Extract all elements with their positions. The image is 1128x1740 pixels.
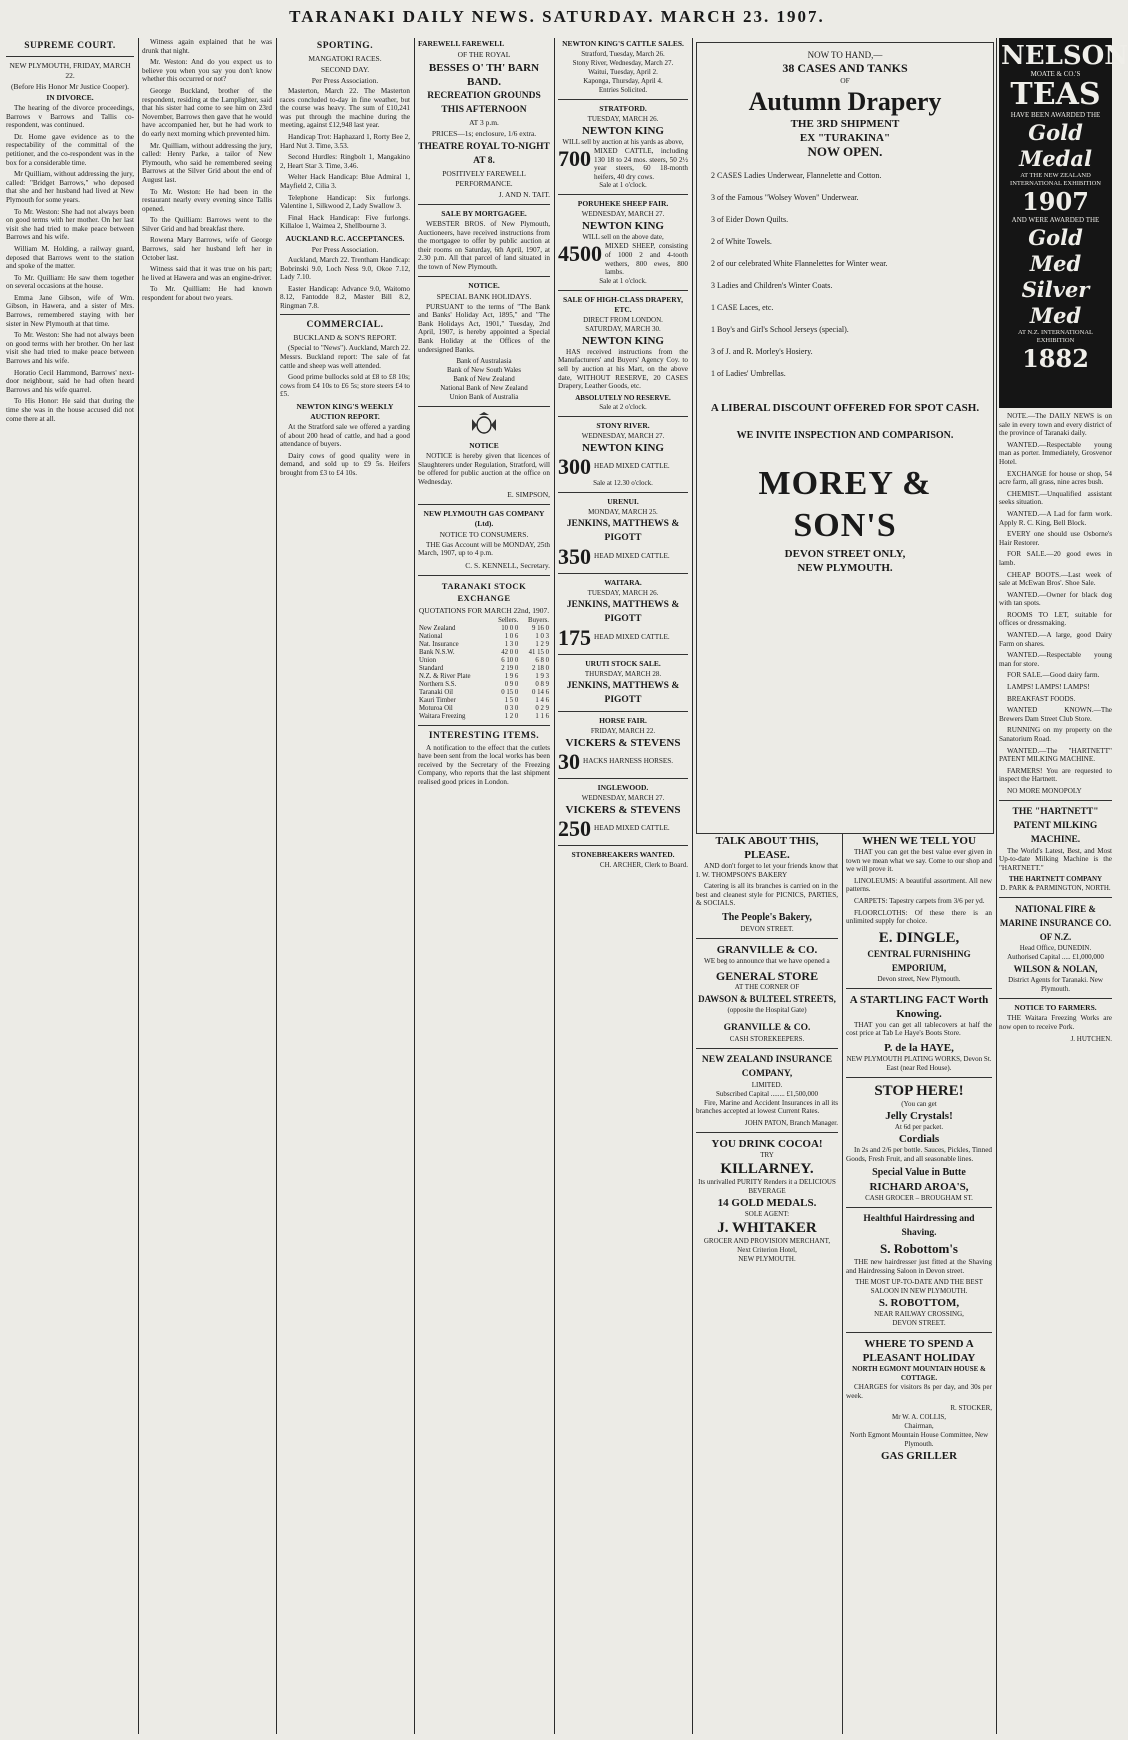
theatre-heading: THEATRE ROYAL TO-NIGHT AT 8. [418, 142, 550, 166]
notice-text: NOTICE is hereby given that licences of Slaughterers under Regulation, Stratford, will be offered for public auction at the office on Wednesday. [418, 452, 550, 486]
table-row: Kauri Timber 1 5 0 1 4 6 [419, 696, 549, 704]
sporting-byline: Per Press Association. [311, 244, 379, 254]
list-item: 3 of the Famous "Wolsey Woven" Underwear. [711, 193, 859, 202]
classified: FOR SALE.—20 good ewes in lamb. [999, 550, 1112, 567]
court-para: William M. Holding, a railway guard, deposed that Barrows went to the station and spoke of the matter. [6, 244, 134, 271]
sporting-para: Welter Hack Handicap: Blue Admiral 1, Mayfield 2, Cilia 3. [280, 173, 410, 190]
whitaker-name: J. WHITAKER [717, 1219, 817, 1236]
sale-count: 4500 [558, 241, 602, 267]
cattle-sales-heading: NEWTON KING'S CATTLE SALES. [562, 39, 684, 48]
court-para: To His Honor: He said that during the time she was in the house accused did not come there at all. [6, 397, 134, 423]
court-para: To Mr. Weston: She had not always been on good terms with her mother. On her last visit she had tried to make peace between Barrows and his wife. [6, 207, 134, 242]
nzi-heading: NEW ZEALAND INSURANCE COMPANY, [701, 1054, 833, 1079]
court-dateline: NEW PLYMOUTH, FRIDAY, MARCH 22. [9, 61, 131, 80]
bank-heading: NOTICE. [468, 280, 500, 290]
table-row: Waitara Freezing 1 2 0 1 1 6 [419, 712, 549, 720]
band-name: BESSES O' TH' BARN BAND. [428, 62, 540, 88]
sporting-para: Final Hack Handicap: Five furlongs. Killaloe 1, Waimea 2, Shellbourne 3. [280, 213, 410, 231]
list-item: 3 of Eider Down Quilts. [711, 215, 789, 224]
court-judge: (Before His Honor Mr Justice Cooper). [11, 82, 129, 91]
column-classifieds: NELSON MOATE & CO.'S TEAS HAVE BEEN AWARDED THE Gold Medal AT THE NEW ZEALAND INTERNATIONAL EXHIBITION 1907 AND WERE AWARDED THE Gold Med Silver Med AT N.Z. INTERNATIONAL EXHIBITION 1882 NOTE.—The DAILY NEWS is on sale in every town and every district of the province of Taranaki daily. WANTED.—Respectable young man as porter. Immediately, Grosvenor Hotel. EXCHANGE for house or shop, 54 acre farm, all grass, nine acres bush. CHEMIST.—Unqualified assistant seeks situation. WANTED.—A Lad for farm work. Apply R. C. King, Bell Block. EVERY one should use Osborne's Hair Restorer. FOR SALE.—20 good ewes in lamb. CHEAP BOOTS.—Last week of sale at McEwan Bros'. Shoe Sale. WANTED.—Owner for black dog with tan spots. ROOMS TO LET, suitable for offices or dressmaking. WANTED.—A large, good Dairy Farm on shares. WANTED.—Respectable young man for store. FOR SALE.—Good dairy farm. LAMPS! LAMPS! LAMPS! BREAKFAST FOODS. WANTED KNOWN.—The Brewers Dam Street Club Store. RUNNING on my property on the Sanatorium Road. WANTED.—The "HARTNETT" PATENT MILKING MACHINE. FARMERS! You are requested to inspect the Hartnett. NO MORE MONOPOLY THE "HARTNETT" PATENT MILKING MACHINE. The World's Latest, Best, and Most Up-to-date Milking Machine is the "HARTNETT." THE HARTNETT COMPANY D. PARK & PARMINGTON, NORTH. NATIONAL FIRE & MARINE INSURANCE CO. OF N.Z. Head Office, DUNEDIN. Authorised Capital ..... £1,000,000 WILSON & NOLAN, District Agents for Taranaki. New Plymouth. NOTICE TO FARMERS. THE Waitara Freezing Works are now open to receive Pork. J. HUTCHEN. [999, 38, 1112, 1734]
sale-count: 350 [558, 543, 591, 569]
classified: EVERY one should use Osborne's Hair Restorer. [999, 530, 1112, 547]
court2-para: Mr. Weston: And do you expect us to believe you when you say you don't know whether this occurred or not? [142, 58, 272, 84]
exchange-col-header: Buyers. [528, 616, 549, 624]
table-row: Standard 2 19 0 2 18 0 [419, 664, 549, 672]
classified: WANTED.—Respectable young man as porter. Immediately, Grosvenor Hotel. [999, 440, 1112, 466]
classified: CHEMIST.—Unqualified assistant seeks situation. [999, 489, 1112, 507]
column-drapery-ads: NOW TO HAND,— 38 CASES AND TANKS OF Autumn Drapery THE 3RD SHIPMENT EX "TURAKINA" NOW OPEN. 2 CASES Ladies Underwear, Flannelette and Cotton. 3 of the Famous "Wolsey Woven" Underwear. 3 of Eider Down Quilts. 2 of White Towels. 2 of our celebrated White Flannelettes for Winter wear. 3 Ladies and Children's Winter Coats. 1 CASE Laces, etc. 1 Boy's and Girl's School Jerseys (special). 3 of J. and R. Morley's Hosiery. 1 of Ladies' Umbrellas. A LIBERAL DISCOUNT OFFERED FOR SPOT CASH. WE INVITE INSPECTION AND COMPARISON. MOREY & SON'S DEVON STREET ONLY, NEW PLYMOUTH. TALK ABOUT THIS, PLEASE. AND don't forget to let your friends know that I. W. THOMPSON'S BAKERY Catering is all its branches is carried on in the best and cleanest style for PICNICS, PARTIES, & SOCIALS. The People's Bakery, DEVON STREET. GRANVILLE & CO. WE beg to announce that we have opened a GENERAL STORE AT THE CORNER OF DAWSON & BULTEEL STREETS, (opposite the Hospital Gate) GRANVILLE & CO. CASH STOREKEEPERS. NEW ZEALAND INSURANCE COMPANY, LIMITED. Subscribed Capital ........ £1,500,000 Fire, Marine and Accident Insurances in all its branches accepted at lowest Current Rates. JOHN PATON, Branch Manager. YOU DRINK COCOA! TRY KILLARNEY. Its unrivalled PURITY Renders it a DELICIOUS BEVERAGE 14 GOLD MEDALS. SOLE AGENT: J. WHITAKER GROCER AND PROVISION MERCHANT, Next Criterion Hotel, NEW PLYMOUTH. WHEN WE TELL YOU THAT you can get the best value ever given in town we mean what we say. Come to our shop and we will prove it. LINOLEUMS: A beautiful assortment. All new patterns. CARPETS: Tapestry carpets from 3/6 per yd. FLOORCLOTHS: Of these there is an unlimited supply for choice. E. DINGLE, CENTRAL FURNISHING EMPORIUM, Devon street, New Plymouth. A STARTLING FACT Worth Knowing. THAT you can get all tablecovers at half the cost price at Tab Le Haye's Boots Store. P. de la HAYE, NEW PLYMOUTH PLATING WORKS, Devon St. East (near Red House). STOP HERE! (You can get Jelly Crystals! At 6d per packet. Cordials In 2s and 2/6 per bottle. Sauces, Pickles, Tinned Goods, Fresh Fruit, and all seasonable lines. Special Value in Butte RICHARD AROA'S, CASH GROCER – BROUGHAM ST. Healthful Hairdressing and Shaving. S. Robottom's THE new hairdresser just fitted at the Shaving and Hairdressing Saloon in Devon street. THE MOST UP-TO-DATE AND THE BEST SALOON IN NEW PLYMOUTH. S. ROBOTTOM, NEAR RAILWAY CROSSING, DEVON STREET. WHERE TO SPEND A PLEASANT HOLIDAY NORTH EGMONT MOUNTAIN HOUSE & COTTAGE. CHARGES for visitors 8s per day, and 30s per week. R. STOCKER, Mr W. A. COLLIS, Chairman, North Egmont Mountain House Committee, New Plymouth. GAS GRILLER [696, 38, 994, 1734]
column-furnishing: WHEN WE TELL YOU THAT you can get the best value ever given in town we mean what we say. Come to our shop and we will prove it. LINOLEUMS: A beautiful assortment. All new patterns. CARPETS: Tapestry carpets from 3/6 per yd. FLOORCLOTHS: Of these there is an unlimited supply for choice. E. DINGLE, CENTRAL FURNISHING EMPORIUM, Devon street, New Plymouth. A STARTLING FACT Worth Knowing. THAT you can get all tablecovers at half the cost price at Tab Le Haye's Boots Store. P. de la HAYE, NEW PLYMOUTH PLATING WORKS, Devon St. East (near Red House). STOP HERE! (You can get Jelly Crystals! At 6d per packet. Cordials In 2s and 2/6 per bottle. Sauces, Pickles, Tinned Goods, Fresh Fruit, and all seasonable lines. Special Value in Butte RICHARD AROA'S, CASH GROCER – BROUGHAM ST. Healthful Hairdressing and Shaving. S. Robottom's THE new hairdresser just fitted at the Shaving and Hairdressing Saloon in Devon street. THE MOST UP-TO-DATE AND THE BEST SALOON IN NEW PLYMOUTH. S. ROBOTTOM, NEAR RAILWAY CROSSING, DEVON STREET. WHERE TO SPEND A PLEASANT HOLIDAY NORTH EGMONT MOUNTAIN HOUSE & COTTAGE. CHARGES for visitors 8s per day, and 30s per week. R. STOCKER, Mr W. A. COLLIS, Chairman, North Egmont Mountain House Committee, New Plymouth. GAS GRILLER [846, 835, 992, 1462]
gas-sign: C. S. KENNELL, Secretary. [465, 560, 550, 570]
court-para: Dr. Home gave evidence as to the respectability of the committal of the petitioner, and the co-respondent was in the box for a considerable time. [6, 132, 134, 167]
commercial-para: At the Stratford sale we offered a yarding of about 200 head of cattle, and had a good attendance of buyers. [280, 423, 410, 449]
list-item: 3 of J. and R. Morley's Hosiery. [711, 347, 813, 356]
list-item: 1 Boy's and Girl's School Jerseys (special). [711, 325, 849, 334]
court2-para: Witness said that it was true on his part; he lived at Hawera and was an engine-driver. [142, 265, 272, 282]
sale-count: 300 [558, 453, 591, 479]
killarney-logo: KILLARNEY. [720, 1160, 814, 1177]
sale-count: 175 [558, 624, 591, 650]
sporting-para: Easter Handicap: Advance 9.0, Waitomo 8.12, Fantodde 8.2, Master Bill 8.2, Ringman 7.8. [280, 284, 410, 310]
commercial-sub: NEWTON KING'S WEEKLY AUCTION REPORT. [296, 402, 394, 422]
column-court [6, 38, 134, 1734]
bank-sub: SPECIAL BANK HOLIDAYS. [436, 291, 532, 301]
list-item: 3 Ladies and Children's Winter Coats. [711, 281, 833, 290]
auctioneer-name: VICKERS & STEVENS [565, 736, 681, 749]
classified: ROOMS TO LET, suitable for offices or dressmaking. [999, 610, 1112, 628]
gas-heading: NEW PLYMOUTH GAS COMPANY (Ltd). [423, 508, 545, 528]
exchange-sub: QUOTATIONS FOR MARCH 22nd, 1907. [418, 605, 550, 615]
classified: BREAKFAST FOODS. [1007, 694, 1076, 703]
commercial-para: Dairy cows of good quality were in demand, and sold up to £9 5s. Heifers brought from £3 to £4 10s. [280, 451, 410, 477]
gas-text: THE Gas Account will be MONDAY, 25th March, 1907, up to 4 p.m. [418, 540, 550, 558]
band-time: AT 3 p.m. [469, 118, 499, 127]
band-event: RECREATION GROUNDS THIS AFTERNOON [427, 91, 541, 115]
exchange-heading: TARANAKI STOCK EXCHANGE [441, 580, 527, 603]
interesting-heading: INTERESTING ITEMS. [428, 730, 540, 741]
auctioneer-name: VICKERS & STEVENS [565, 803, 681, 816]
column-stock-sales: NEWTON KING'S CATTLE SALES. Stratford, Tuesday, March 26. Stony River, Wednesday, March 27. Waitui, Tuesday, April 2. Kaponga, Thursday, April 4. Entries Solicited. STRATFORD. TUESDAY, MARCH 26. NEWTON KING WILL sell by auction at his yards as above, 700 MIXED CATTLE, including 130 18 to 24 mos. steers, 50 2½ year steers, 60 18-month heifers, 40 dry cows. Sale at 1 o'clock. PORUHEKE SHEEP FAIR. WEDNESDAY, MARCH 27. NEWTON KING WILL sell on the above date, 4500 MIXED SHEEP, consisting of 1000 2 and 4-tooth wethers, 800 ewes, 800 lambs. Sale at 1 o'clock. SALE OF HIGH-CLASS DRAPERY, ETC. DIRECT FROM LONDON. SATURDAY, MARCH 30. NEWTON KING HAS received instructions from the Manufacturers' and Buyers' Agency Coy. to sell by auction at his Mart, on the above date, WITHOUT RESERVE, 20 CASES Drapery, Leather Goods, etc. ABSOLUTELY NO RESERVE. Sale at 2 o'clock. STONY RIVER. WEDNESDAY, MARCH 27. NEWTON KING 300 HEAD MIXED CATTLE. Sale at 12.30 o'clock. URENUI. MONDAY, MARCH 25. JENKINS, MATTHEWS & PIGOTT 350 HEAD MIXED CATTLE. WAITARA. TUESDAY, MARCH 26. JENKINS, MATTHEWS & PIGOTT 175 HEAD MIXED CATTLE. URUTI STOCK SALE. THURSDAY, MARCH 28. JENKINS, MATTHEWS & PIGOTT HORSE FAIR. FRIDAY, MARCH 22. VICKERS & STEVENS 30 HACKS HARNESS HORSES. INGLEWOOD. WEDNESDAY, MARCH 27. VICKERS & STEVENS 250 HEAD MIXED CATTLE. STONEBREAKERS WANTED. CH. ARCHER, Clerk to Board. [558, 39, 688, 869]
cocoa-heading: YOU DRINK COCOA! [711, 1137, 823, 1150]
bank-item: Union Bank of Australia [449, 393, 519, 402]
sporting-sub: SECOND DAY. [320, 65, 370, 74]
sale-count: 700 [558, 146, 591, 171]
court-para: To Mr. Quilliam: He saw them together on several occasions at the house. [6, 273, 134, 291]
startling-heading: A STARTLING FACT Worth Knowing. [849, 993, 989, 1020]
auctioneer-name: NEWTON KING [581, 220, 664, 233]
auctioneer-name: NEWTON KING [581, 441, 664, 454]
bank-item: Bank of New South Wales [447, 366, 521, 375]
classified: WANTED.—Owner for black dog with tan spots. [999, 590, 1112, 608]
interesting-text: A notification to the effect that the cutlets have been sent from the local works has been received by the Secretary of the Freezing Company, who reports that the last shipment realised good prices in London. [418, 743, 550, 787]
classified: WANTED.—Respectable young man for store. [999, 651, 1112, 668]
royal-crest-icon [467, 411, 501, 437]
court-para: Horatio Cecil Hammond, Barrows' next-door neighbour, said he had often heard Barrows and his wife quarrel. [6, 368, 134, 394]
masthead [0, 0, 1114, 34]
auctioneer-name: JENKINS, MATTHEWS & PIGOTT [566, 599, 680, 624]
mortgagee-heading: SALE BY MORTGAGEE. [441, 209, 527, 218]
dingle-name: E. DINGLE, [878, 929, 960, 946]
talk-heading: TALK ABOUT THIS, PLEASE. [715, 835, 819, 861]
list-item: 1 of Ladies' Umbrellas. [711, 369, 786, 378]
table-row: Union 6 10 0 6 8 0 [419, 656, 549, 664]
auctioneer-name: NEWTON KING [581, 334, 664, 347]
nelson-teas-ad: NELSON MOATE & CO.'S TEAS HAVE BEEN AWARDED THE Gold Medal AT THE NEW ZEALAND INTERNATIONAL EXHIBITION 1907 AND WERE AWARDED THE Gold Med Silver Med AT N.Z. INTERNATIONAL EXHIBITION 1882 [999, 38, 1112, 408]
court2-para: To the Quilliam: Barrows went to the Silver Grid and had breakfast there. [142, 216, 272, 233]
autumn-drapery-title: Autumn Drapery [748, 87, 942, 116]
sporting-sub: AUCKLAND R.C. ACCEPTANCES. [285, 233, 405, 243]
list-item: 2 CASES Ladies Underwear, Flannelette and Cotton. [711, 171, 882, 180]
bank-text: PURSUANT to the terms of "The Bank and Banks' Holiday Act, 1895," and "The Bank Holidays Act, 1901," Tuesday, 2nd April, 1907, is hereby appointed a Special Bank Holiday at the Offices of the undersigned Banks. [418, 302, 550, 354]
masthead-title: TARANAKI DAILY NEWS. SATURDAY. MARCH 23. 1907. [289, 7, 825, 26]
commercial-heading: COMMERCIAL. [306, 320, 384, 331]
court2-para: To Mr. Quilliam: He had known respondent for about two years. [142, 285, 272, 303]
list-item: 2 of White Towels. [711, 237, 772, 246]
classified: NOTE.—The DAILY NEWS is on sale in every town and every district of the province of Taranaki daily. [999, 412, 1112, 438]
classified: FOR SALE.—Good dairy farm. [1007, 671, 1100, 680]
notice-heading: NOTICE [469, 441, 499, 451]
court-heading: SUPREME COURT. [24, 41, 116, 51]
when-heading: WHEN WE TELL YOU [862, 835, 976, 847]
bank-item: Bank of Australasia [456, 357, 512, 366]
auctioneer-name: JENKINS, MATTHEWS & PIGOTT [566, 518, 680, 543]
column-court-continued [142, 38, 272, 1734]
court-para: Emma Jane Gibson, wife of Wm. Gibson, in Hawera, and a sister of Mrs. Barrows, remembered staying with her sister in New Plymouth at that time. [6, 293, 134, 328]
sporting-para: Telephone Handicap: Six furlongs. Valentine 1, Silkwood 2, Lady Swallow 3. [280, 193, 410, 211]
column-notices [418, 38, 550, 1734]
morey-ad: NOW TO HAND,— 38 CASES AND TANKS OF Autumn Drapery THE 3RD SHIPMENT EX "TURAKINA" NOW OPEN. 2 CASES Ladies Underwear, Flannelette and Cotton. 3 of the Famous "Wolsey Woven" Underwear. 3 of Eider Down Quilts. 2 of White Towels. 2 of our celebrated White Flannelettes for Winter wear. 3 Ladies and Children's Winter Coats. 1 CASE Laces, etc. 1 Boy's and Girl's School Jerseys (special). 3 of J. and R. Morley's Hosiery. 1 of Ladies' Umbrellas. A LIBERAL DISCOUNT OFFERED FOR SPOT CASH. WE INVITE INSPECTION AND COMPARISON. MOREY & SON'S DEVON STREET ONLY, NEW PLYMOUTH. [696, 42, 994, 834]
table-row: Bank N.S.W. 42 0 0 41 15 0 [419, 648, 549, 656]
classified: WANTED KNOWN.—The Brewers Dam Street Club Store. [999, 706, 1112, 723]
court2-para: George Buckland, brother of the respondent, residing at the Lamplighter, said that his sister had come to see him on 23rd November, Barrows then gave that he would have accompanied her, but he had work to do early next morning which prevented him. [142, 86, 272, 138]
bank-item: Bank of New Zealand [453, 375, 515, 384]
commercial-para: Good prime bullocks sold at £8 to £8 10s; cows from £4 10s to £6 5s; store steers £4 to £5. [280, 373, 410, 399]
classified: CHEAP BOOTS.—Last week of sale at McEwan Bros'. Shoe Sale. [999, 570, 1112, 588]
table-row: New Zealand 10 0 0 9 16 0 [419, 624, 549, 632]
nelson-logo: NELSON [1001, 41, 1128, 71]
court-para: The hearing of the divorce proceedings, Barrows v Barrows and Tallis co-respondent, was continued. [6, 104, 134, 130]
national-insurance-heading: NATIONAL FIRE & MARINE INSURANCE CO. OF N.Z. [999, 904, 1112, 943]
farewell-top: FAREWELL FAREWELL [418, 39, 505, 48]
bank-item: National Bank of New Zealand [440, 384, 528, 393]
sporting-para: Auckland, March 22. Trentham Handicap: Bobrinski 9.0, Loch Ness 9.0, Okoe 7.12, Lady 7.10. [280, 255, 410, 282]
classified: LAMPS! LAMPS! LAMPS! [1007, 683, 1090, 692]
court-para: To Mr. Weston: She had not always been on good terms with her brother. On her last visit she had tried to make peace between Barrows and his wife. [6, 331, 134, 366]
list-item: 2 of our celebrated White Flannelettes for Winter wear. [711, 259, 888, 268]
auctioneer-name: JENKINS, MATTHEWS & PIGOTT [566, 680, 680, 705]
commercial-para: (Special to "News"). Auckland, March 22. Messrs. Buckland report: The sale of fat cattle and sheep was well attended. [280, 344, 410, 370]
court2-para: To Mr. Weston: He had been in the restaurant nearly every evening since Tallis opened. [142, 187, 272, 213]
peoples-bakery: The People's Bakery, [722, 911, 812, 923]
classified: WANTED.—The "HARTNETT" PATENT MILKING MACHINE. [999, 746, 1112, 764]
farewell-of: OF THE ROYAL [457, 50, 511, 59]
drapery-list [705, 165, 985, 385]
hartnett-heading: THE "HARTNETT" PATENT MILKING MACHINE. [1012, 806, 1099, 845]
exchange-table [418, 617, 550, 721]
stop-here: STOP HERE! [874, 1082, 964, 1099]
court-section: IN DIVORCE. [46, 93, 94, 102]
band-prices: PRICES—1s; enclosure, 1/6 extra. [431, 129, 537, 138]
sporting-para: Masterton, March 22. The Masterton races concluded to-day in fine weather, but the course was heavy. The sum of £10,241 was put through the machine during the meeting, against £12,948 last year. [280, 87, 410, 130]
table-row: Nat. Insurance 1 3 0 1 2 9 [419, 640, 549, 648]
table-row: Moturoa Oil 0 3 0 0 2 9 [419, 704, 549, 712]
classified: RUNNING on my property on the Sanatorium Road. [999, 726, 1112, 743]
theatre-sign: J. AND N. TAIT. [498, 190, 550, 199]
holiday-heading: WHERE TO SPEND A PLEASANT HOLIDAY [862, 1338, 976, 1365]
column-sporting [280, 38, 410, 1734]
court-para: Mr Quilliam, without addressing the jury, called: "Bridget Barrows," who deposed that she and her husband had lived at New Plymouth for some years. [6, 170, 134, 204]
court2-para: Witness again explained that he was drunk that night. [142, 38, 272, 55]
classified: EXCHANGE for house or shop, 54 acre farm, all grass, nine acres bush. [999, 469, 1112, 487]
notice-sign: E. SIMPSON, [507, 489, 550, 499]
sporting-para: Second Hurdles: Ringbolt 1, Mangakino 2, Heart Star 3. Time, 3.46. [280, 153, 410, 170]
classified: NO MORE MONOPOLY [1007, 786, 1082, 795]
list-item: 1 CASE Laces, etc. [711, 303, 774, 312]
commercial-sub: BUCKLAND & SON'S REPORT. [293, 333, 397, 343]
classified: WANTED.—A Lad for farm work. Apply R. C. King, Bell Block. [999, 509, 1112, 527]
exchange-col-header: Sellers. [498, 616, 519, 624]
court2-para: Rowena Mary Barrows, wife of George Barrows, said her husband left her in October last. [142, 236, 272, 262]
theatre-sub: POSITIVELY FAREWELL PERFORMANCE. [442, 169, 526, 188]
table-row: Northern S.S. 0 9 0 0 8 9 [419, 680, 549, 688]
classified: WANTED.—A large, good Dairy Farm on shares. [999, 631, 1112, 648]
table-row: N.Z. & River Plate 1 9 6 1 9 3 [419, 672, 549, 680]
sporting-byline: Per Press Association. [311, 76, 379, 85]
court2-para: Mr. Quilliam, without addressing the jury, called: Henry Parke, a tailor of New Plymouth, who said he remembered seeing Barrows at the Silver Grid about the end of August last. [142, 141, 272, 184]
auctioneer-name: NEWTON KING [581, 125, 664, 137]
mortgagee-text: WEBSTER BROS. of New Plymouth, Auctioneers, have received instructions from the mortgagee to offer by public auction at their rooms on Saturday, 6th April, 1907, at 2.30 p.m. All that parcel of land situated in the town of New Plymouth. [418, 220, 550, 271]
sporting-para: Handicap Trot: Haphazard 1, Rorty Bee 2, Hard Nut 3. Time, 3.53. [280, 132, 410, 150]
table-row: National 1 0 6 1 0 3 [419, 632, 549, 640]
sporting-sub: MANGATOKI RACES. [308, 54, 382, 63]
gas-sub: NOTICE TO CONSUMERS. [439, 529, 529, 539]
morey-logo: MOREY & SON'S [758, 465, 932, 544]
classified: FARMERS! You are requested to inspect the Hartnett. [999, 766, 1112, 784]
sale-count: 30 [558, 748, 580, 774]
sale-count: 250 [558, 815, 591, 841]
sporting-heading: SPORTING. [316, 41, 374, 51]
table-row: Taranaki Oil 0 15 0 0 14 6 [419, 688, 549, 696]
